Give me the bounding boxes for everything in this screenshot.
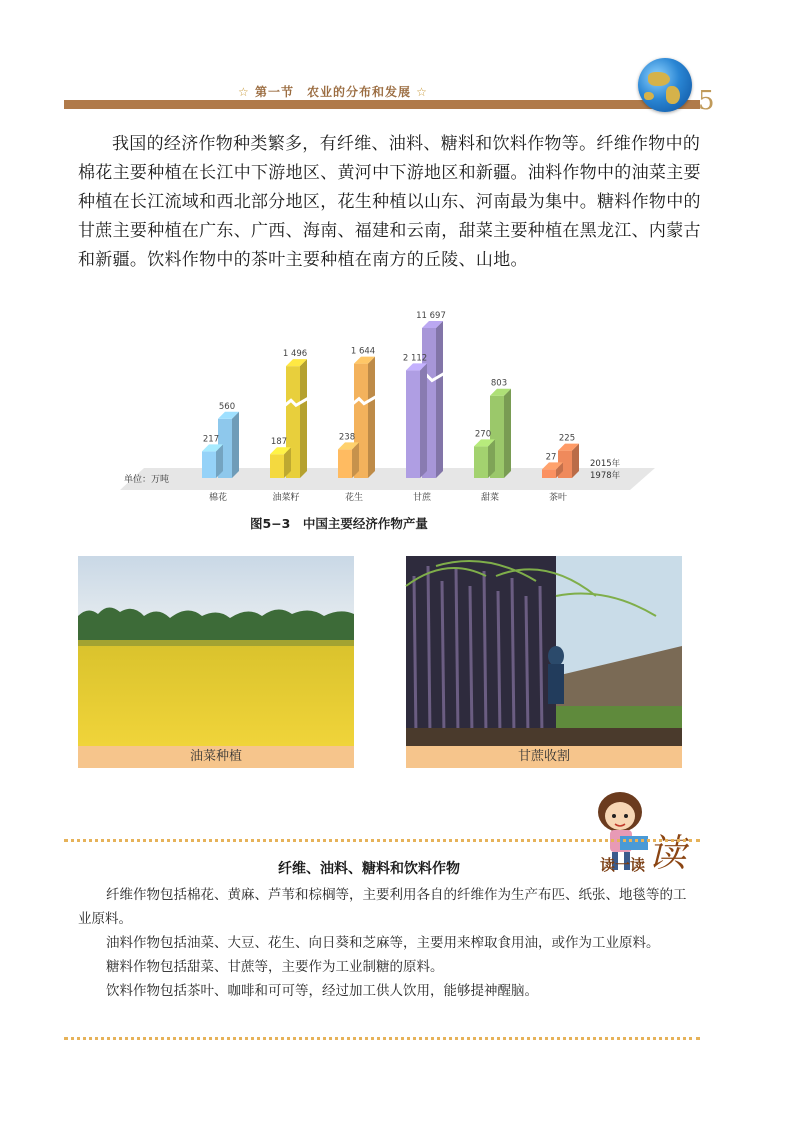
bar-1978-value-label: 2 112 xyxy=(402,353,428,364)
bar-1978 xyxy=(406,370,420,478)
dotted-divider-bottom xyxy=(64,1037,700,1040)
bar-1978 xyxy=(270,454,284,478)
legend-entry: 1978年 xyxy=(590,471,621,481)
read-badge: 读一读 xyxy=(600,856,646,874)
bar-1978-value-label: 217 xyxy=(202,434,220,445)
chapter-header xyxy=(238,83,498,100)
bar-2015-value-label: 1 644 xyxy=(350,346,376,357)
photo-caption-sugarcane: 甘蔗收割 xyxy=(406,746,682,768)
crop-production-chart xyxy=(110,311,670,510)
bar-2015-side xyxy=(436,321,443,478)
reading-title: 纤维、油料、糖料和饮料作物 xyxy=(278,861,460,877)
bar-2015-value-label: 11 697 xyxy=(416,311,446,321)
bar-1978 xyxy=(202,451,216,478)
photo-caption-rapeseed: 油菜种植 xyxy=(78,746,354,768)
bar-2015-value-label: 560 xyxy=(218,401,236,412)
globe-icon xyxy=(638,58,692,112)
bar-1978-value-label: 27 xyxy=(545,452,557,463)
bar-1978 xyxy=(474,446,488,478)
read-badge-large: 读 xyxy=(648,831,687,875)
figure-caption: 图5−3 中国主要经济作物产量 xyxy=(250,516,428,531)
category-label: 油菜籽 xyxy=(272,493,300,503)
reading-paragraph: 油料作物包括油菜、大豆、花生、向日葵和芝麻等，主要用来榨取食用油，或作为工业原料。 xyxy=(106,935,660,951)
bar-2015-side xyxy=(504,389,511,478)
bar-2015-side xyxy=(368,357,375,478)
category-label: 花生 xyxy=(344,493,364,503)
sugarcane-harvest-photo xyxy=(406,556,682,746)
reading-paragraph: 纤维作物包括棉花、黄麻、芦苇和棕榈等，主要利用各自的纤维作为生产布匹、纸张、地毯等的工业原料。 xyxy=(78,887,687,927)
category-label: 茶叶 xyxy=(548,493,568,503)
dotted-divider-top xyxy=(64,839,700,842)
bar-2015-value-label: 225 xyxy=(558,433,576,444)
star-icon: ☆ xyxy=(238,85,250,99)
reading-body xyxy=(78,883,698,1003)
intro-paragraph: 我国的经济作物种类繁多，有纤维、油料、糖料和饮料作物等。纤维作物中的棉花主要种植在长江中下游地区、黄河中下游地区和新疆。油料作物中的油菜主要种植在长江流域和西北部分地区，花生种植以山东、河南最为集中。糖料作物中的甘蔗主要种植在广东、广西、海南、福建和云南，甜菜主要种植在黑龙江、内蒙古和新疆。饮料作物中的茶叶主要种植在南方的丘陵、山地。 xyxy=(78,134,701,270)
star-icon: ☆ xyxy=(416,85,428,99)
bar-1978-value-label: 270 xyxy=(474,429,492,440)
bar-1978-side xyxy=(420,363,427,478)
reading-paragraph: 饮料作物包括茶叶、咖啡和可可等，经过加工供人饮用，能够提神醒脑。 xyxy=(106,983,538,999)
bar-1978-value-label: 238 xyxy=(338,432,356,443)
legend-entry: 2015年 xyxy=(590,459,621,469)
category-label: 甜菜 xyxy=(480,493,500,503)
reading-paragraph: 糖料作物包括甜菜、甘蔗等，主要作为工业制糖的原料。 xyxy=(106,959,444,975)
bar-2015-value-label: 803 xyxy=(490,378,508,389)
bar-1978 xyxy=(542,469,556,478)
bar-2015-side xyxy=(300,359,307,478)
category-label: 甘蔗 xyxy=(412,493,432,503)
header-bar xyxy=(64,100,700,109)
rapeseed-field-photo xyxy=(78,556,354,746)
bar-1978-value-label: 187 xyxy=(270,437,288,448)
section-title: 第一节 农业的分布和发展 xyxy=(254,85,411,99)
category-label: 棉花 xyxy=(208,493,228,503)
bar-2015-side xyxy=(232,412,239,478)
bar-2015-value-label: 1 496 xyxy=(282,349,308,360)
unit-label: 单位：万吨 xyxy=(124,475,170,485)
bar-1978 xyxy=(338,449,352,478)
page-number: 5 xyxy=(698,86,715,116)
